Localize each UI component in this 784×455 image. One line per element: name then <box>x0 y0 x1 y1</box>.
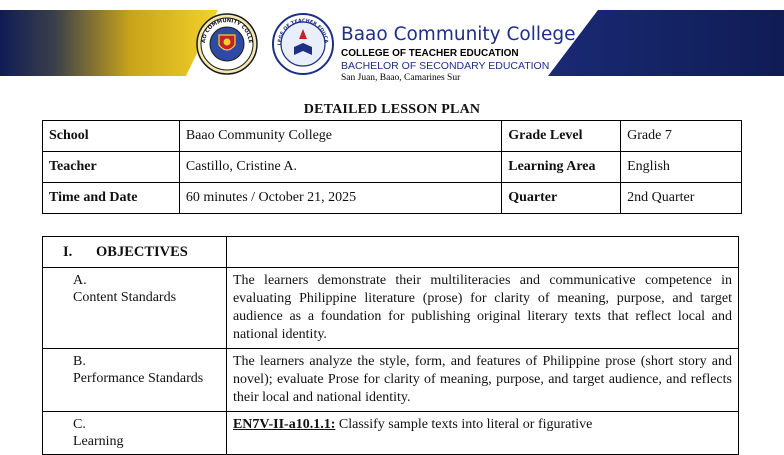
item-letter: A. <box>73 273 87 288</box>
item-label: Content Standards <box>73 290 177 305</box>
time-date-value: 60 minutes / October 21, 2025 <box>179 183 501 214</box>
document-title: DETAILED LESSON PLAN <box>303 102 481 117</box>
header-text <box>341 24 576 84</box>
header-banner <box>0 0 784 88</box>
item-letter: C. <box>73 417 86 432</box>
content-standards-text: The learners demonstrate their multiliteracies and communicative competence in evaluating Philippine literature (prose) for clarity of meaning, purpose, and target audience as a foundation for publishing original literary texts that reflect local and national identity. <box>226 268 738 349</box>
right-banner-shape <box>548 10 784 76</box>
objective-row-learning <box>43 412 739 455</box>
school-value: Baao Community College <box>179 121 501 152</box>
college-name: Baao Community College <box>341 24 576 45</box>
learning-area-label: Learning Area <box>502 152 621 183</box>
department-name: COLLEGE OF TEACHER EDUCATION <box>341 48 519 59</box>
info-row-time <box>43 183 742 214</box>
objective-row-content <box>43 268 739 349</box>
grade-level-label: Grade Level <box>502 121 621 152</box>
objectives-heading-empty <box>226 237 738 268</box>
performance-standards-text: The learners analyze the style, form, and features of Philippine prose (short story and novel); evaluate Prose for clarity of meaning, purpose, and target audience, and reflects their local and national identity. <box>226 349 738 412</box>
lesson-info-table <box>42 120 742 214</box>
learning-competencies-label <box>43 412 227 455</box>
grade-level-value: Grade 7 <box>621 121 742 152</box>
program-name: BACHELOR OF SECONDARY EDUCATION <box>341 60 550 72</box>
teacher-label: Teacher <box>43 152 180 183</box>
competency-code: EN7V-II-a10.1.1: <box>232 417 336 432</box>
objectives-heading-row <box>43 237 739 268</box>
svg-text:BAAO COMMUNITY COLLEGE: AO COMMUNITY COLLE <box>200 17 254 44</box>
svg-text:COLLEGE OF TEACHER EDUCATION: LEGE OF TEACHER EDUCA <box>277 18 329 46</box>
competency-text: Classify sample texts into literal or figurative <box>335 417 593 432</box>
teacher-value: Castillo, Cristine A. <box>179 152 501 183</box>
quarter-value: 2nd Quarter <box>621 183 742 214</box>
objectives-heading <box>43 237 227 268</box>
objectives-number: I. <box>63 243 73 260</box>
learning-area-value: English <box>621 152 742 183</box>
performance-standards-label <box>43 349 227 412</box>
item-label: Performance Standards <box>73 371 204 386</box>
info-row-school <box>43 121 742 152</box>
item-label: Learning <box>73 434 124 449</box>
left-banner-shape <box>0 10 218 76</box>
objective-row-performance <box>43 349 739 412</box>
college-seal-logo <box>196 13 258 75</box>
item-letter: B. <box>73 354 86 369</box>
learning-competencies-text <box>226 412 738 455</box>
info-row-teacher <box>43 152 742 183</box>
time-date-label: Time and Date <box>43 183 180 214</box>
college-address: San Juan, Baao, Camarines Sur <box>341 73 461 83</box>
school-label: School <box>43 121 180 152</box>
objectives-table <box>42 236 739 455</box>
objectives-title: OBJECTIVES <box>96 243 188 260</box>
content-standards-label <box>43 268 227 349</box>
department-seal-logo <box>272 13 334 75</box>
quarter-label: Quarter <box>502 183 621 214</box>
